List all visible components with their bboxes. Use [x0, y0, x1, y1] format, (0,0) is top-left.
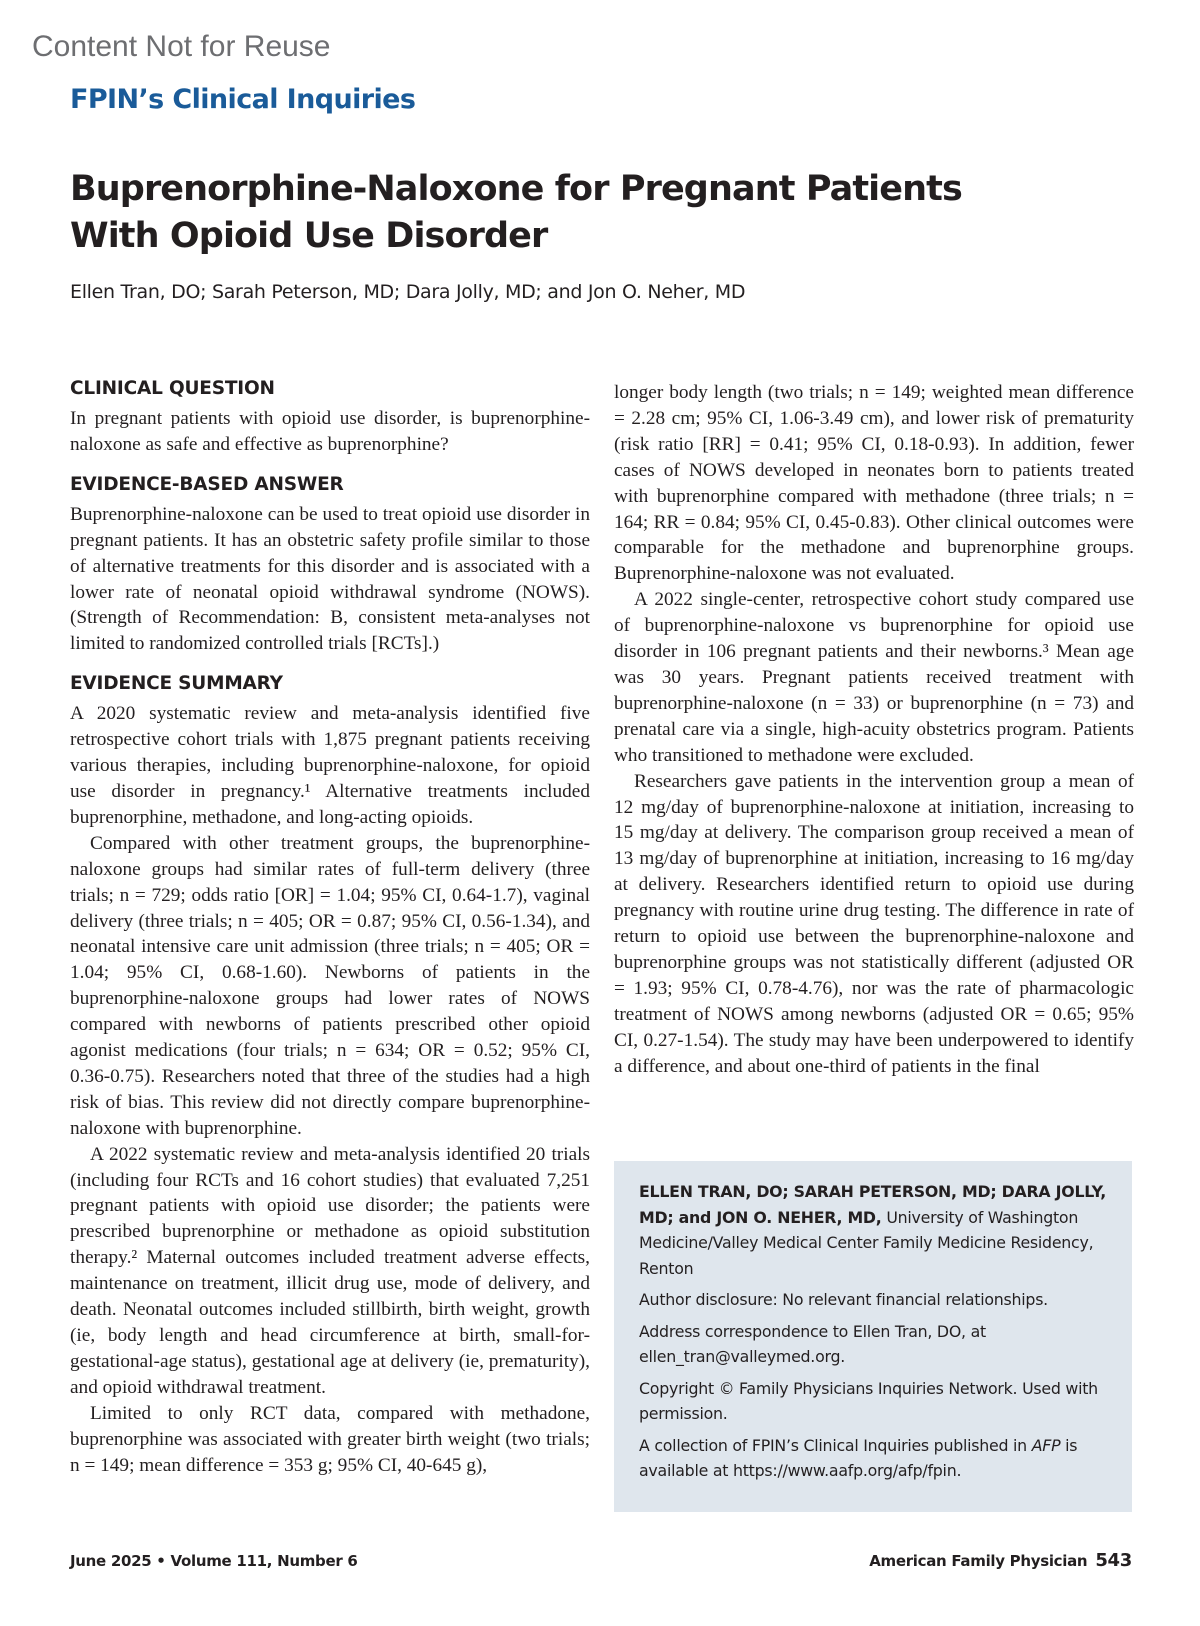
collection-text-post: is available at https://www.aafp.org/afp/fpin. [639, 1435, 1078, 1480]
watermark: Content Not for Reuse [32, 30, 331, 63]
collection-text-pre: A collection of FPIN’s Clinical Inquiries published in [639, 1435, 1032, 1455]
right-column [614, 380, 1134, 1079]
affiliation-institution: University of Washington Medicine/Valley Medical Center Family Medicine Residency, Renton [639, 1207, 1094, 1278]
correspondence-address: Address correspondence to Ellen Tran, DO, at ellen_tran@valleymed.org. [639, 1321, 986, 1366]
summary-paragraph-5: A 2022 single-center, retrospective cohort study compared use of buprenorphine-naloxone vs buprenorphine for opioid use disorder in 106 pregnant patients and their newborns.³ Mean age was 30 years. Pregnant patients received treatment with buprenorphine-naloxone (n = 33) or buprenorphine (n = 73) and prenatal care via a single, high-acuity obstetrics program. Patients who transitioned to methadone were excluded. [614, 589, 1134, 766]
summary-paragraph-2: Compared with other treatment groups, the buprenorphine-naloxone groups had similar rates of full-term delivery (three trials; n = 729; odds ratio [OR] = 1.04; 95% CI, 0.64-1.7), vaginal delivery (three trials; n = 405; OR = 0.87; 95% CI, 0.56-1.34), and neonatal intensive care unit admission (three trials; n = 405; OR = 1.04; 95% CI, 0.68-1.60). Newborns of patients in the buprenorphine-naloxone groups had lower rates of NOWS compared with newborns of patients prescribed other opioid agonist medications (four trials; n = 634; OR = 0.52; 95% CI, 0.36-0.75). Researchers noted that three of the studies had a high risk of bias. This review did not directly compare buprenorphine-naloxone with buprenorphine. [70, 832, 590, 1139]
page-number: 543 [1095, 1550, 1132, 1571]
title-line-1: Buprenorphine-Naloxone for Pregnant Patients [70, 169, 962, 209]
summary-paragraph-4-continued: longer body length (two trials; n = 149; weighted mean difference = 2.28 cm; 95% CI, 1.06-3.49 cm), and lower risk of prematurity (risk ratio [RR] = 0.41; 95% CI, 0.18-0.93). In addition, fewer cases of NOWS developed in neonates born to patients treated with buprenorphine compared with methadone (three trials; n = 164; RR = 0.84; 95% CI, 0.45-0.83). Other clinical outcomes were comparable for the methadone and buprenorphine groups. Buprenorphine-naloxone was not evaluated. [614, 382, 1134, 585]
summary-paragraph-4: Limited to only RCT data, compared with methadone, buprenorphine was associated with greater birth weight (two trials; n = 149; mean difference = 353 g; 95% CI, 40-645 g), [70, 1402, 590, 1476]
summary-paragraph-3: A 2022 systematic review and meta-analysis identified 20 trials (including four RCTs and 16 cohort studies) that evaluated 7,251 pregnant patients with opioid use disorder; the patients were prescribed buprenorphine or methadone as opioid substitution therapy.² Maternal outcomes included treatment adverse effects, maintenance on treatment, illicit drug use, mode of delivery, and death. Neonatal outcomes included stillbirth, birth weight, growth (ie, body length and head circumference at birth, small-for-gestational-age status), gestational age at delivery (ie, prematurity), and opioid withdrawal treatment. [70, 1143, 590, 1398]
author-info-box [614, 1161, 1132, 1512]
clinical-question-text: In pregnant patients with opioid use disorder, is buprenorphine-naloxone as safe and effective as buprenorphine? [70, 408, 590, 455]
evidence-answer-text: Buprenorphine-naloxone can be used to treat opioid use disorder in pregnant patients. It has an obstetric safety profile similar to those of alternative treatments for this disorder and is associated with a lower rate of neonatal opioid withdrawal syndrome (NOWS). (Strength of Recommendation: B, consistent meta-analyses not limited to randomized controlled trials [RCTs].) [70, 503, 590, 655]
author-affiliation [639, 1179, 1108, 1281]
article-title [70, 166, 970, 260]
journal-footer [869, 1550, 1132, 1571]
series-title: FPIN’s Clinical Inquiries [70, 84, 416, 115]
copyright-notice: Copyright © Family Physicians Inquiries Network. Used with permission. [639, 1378, 1098, 1423]
clinical-question-heading: CLINICAL QUESTION [70, 378, 275, 399]
author-disclosure: Author disclosure: No relevant financial relationships. [639, 1290, 1048, 1309]
evidence-answer-heading: EVIDENCE-BASED ANSWER [70, 473, 344, 495]
left-column [70, 377, 590, 1478]
affiliation-names: ELLEN TRAN, DO; SARAH PETERSON, MD; DARA JOLLY, MD; and JON O. NEHER, MD, [639, 1182, 1106, 1227]
journal-name: American Family Physician [869, 1552, 1088, 1570]
summary-paragraph-1: A 2020 systematic review and meta-analysis identified five retrospective cohort trials with 1,875 pregnant patients receiving various therapies, including buprenorphine-naloxone, for opioid use disorder in pregnancy.¹ Alternative treatments included buprenorphine, methadone, and long-acting opioids. [70, 703, 590, 828]
evidence-summary-heading: EVIDENCE SUMMARY [70, 673, 283, 695]
author-byline: Ellen Tran, DO; Sarah Peterson, MD; Dara Jolly, MD; and Jon O. Neher, MD [70, 281, 746, 303]
title-line-2: With Opioid Use Disorder [70, 216, 548, 256]
collection-note [639, 1433, 1108, 1484]
issue-info: June 2025 • Volume 111, Number 6 [70, 1552, 358, 1570]
collection-journal: AFP [1031, 1435, 1061, 1455]
summary-paragraph-6: Researchers gave patients in the intervention group a mean of 12 mg/day of buprenorphine-naloxone at initiation, increasing to 15 mg/day at delivery. The comparison group received a mean of 13 mg/day of buprenorphine at initiation, increasing to 16 mg/day at delivery. Researchers identified return to opioid use during pregnancy with routine urine drug testing. The difference in rate of return to opioid use between the buprenorphine-naloxone and buprenorphine groups was not statistically different (adjusted OR = 1.93; 95% CI, 0.78-4.76), nor was the rate of pharmacologic treatment of NOWS among newborns (adjusted OR = 0.65; 95% CI, 0.27-1.54). The study may have been underpowered to identify a difference, and about one-third of patients in the final [614, 770, 1134, 1077]
